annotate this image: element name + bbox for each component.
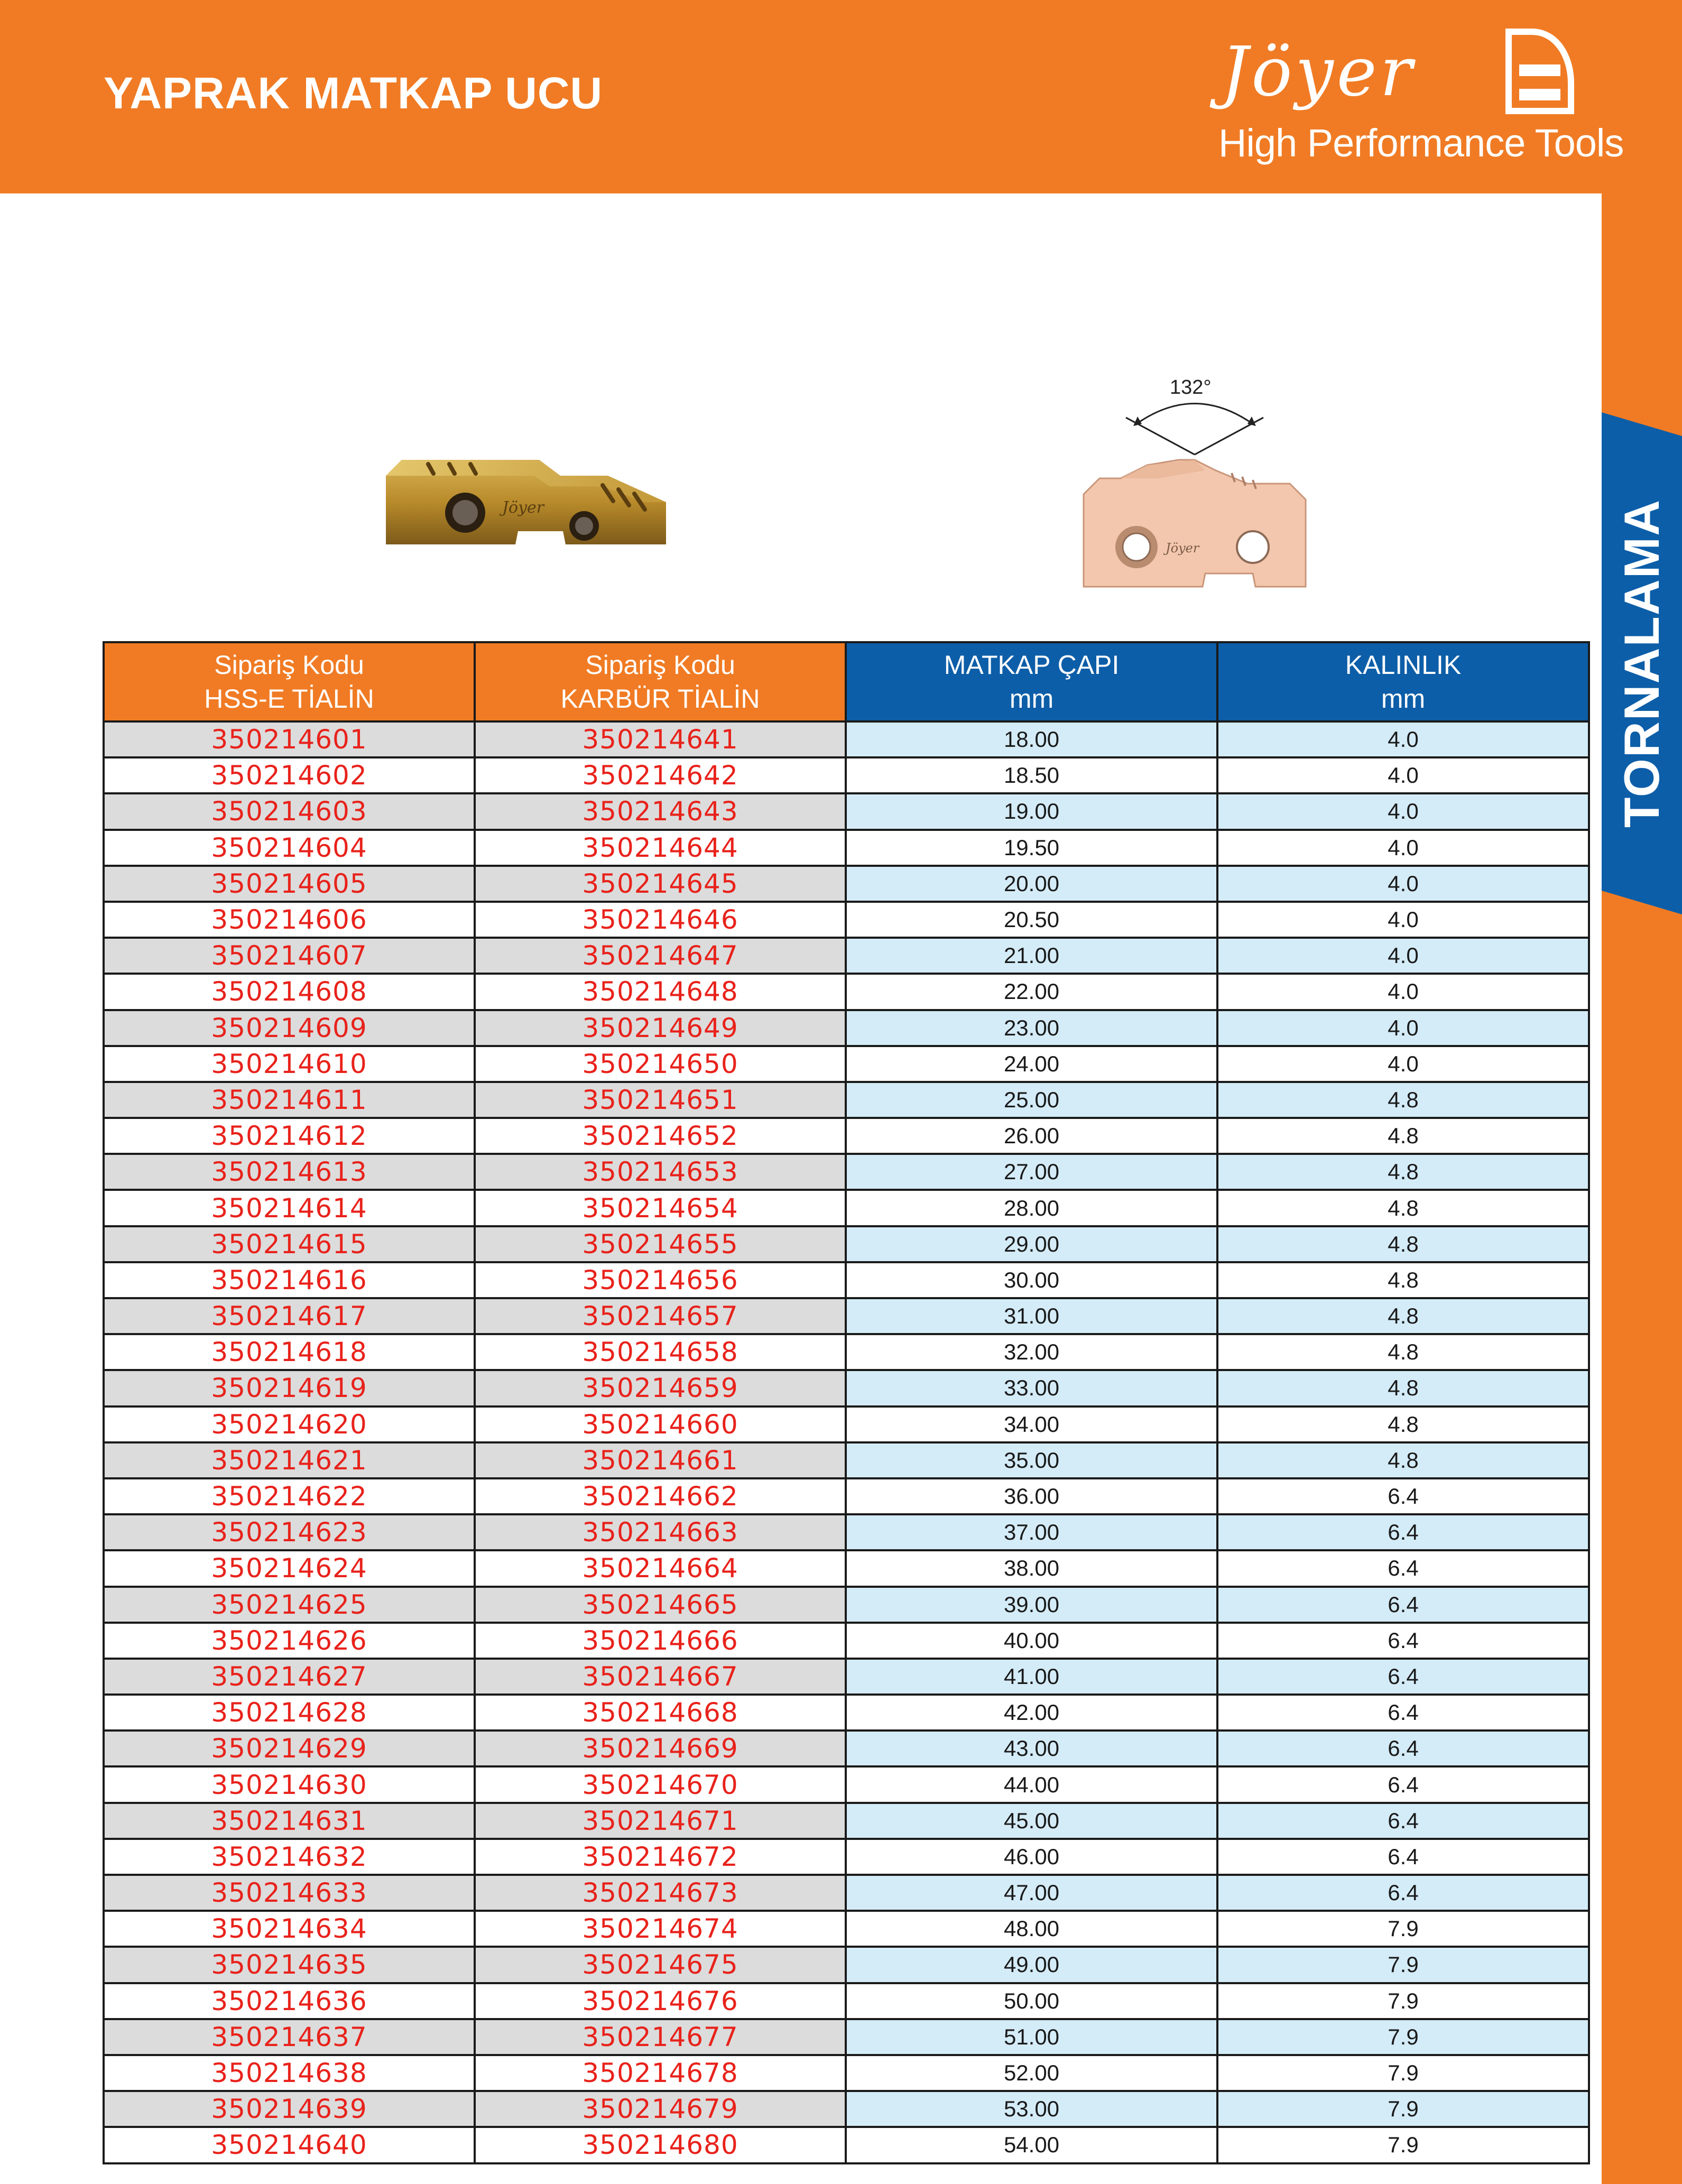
table-row [104,1442,1589,1478]
table-row [104,1046,1589,1082]
table-row [104,1911,1589,1947]
carbide-code-cell: 350214650 [475,1046,846,1082]
diameter-cell: 49.00 [846,1947,1217,1983]
hss-code-cell: 350214635 [104,1947,475,1983]
thickness-cell: 4.0 [1217,757,1589,793]
hss-code-cell: 350214607 [104,938,475,974]
table-row [104,1370,1589,1406]
thickness-cell: 4.0 [1217,938,1589,974]
thickness-cell: 4.8 [1217,1262,1589,1298]
diameter-cell: 30.00 [846,1262,1217,1298]
thickness-cell: 4.8 [1217,1370,1589,1406]
thickness-cell: 4.0 [1217,721,1589,757]
diameter-cell: 54.00 [846,2127,1217,2163]
carbide-code-cell: 350214673 [475,1875,846,1911]
table-row [104,1839,1589,1875]
hss-code-cell: 350214613 [104,1154,475,1190]
hss-code-cell: 350214602 [104,757,475,793]
carbide-code-cell: 350214655 [475,1226,846,1262]
hss-code-cell: 350214627 [104,1659,475,1695]
thickness-cell: 6.4 [1217,1623,1589,1659]
hss-code-cell: 350214634 [104,1911,475,1947]
header-drill-diameter-line1: MATKAP ÇAPI [944,650,1120,680]
spec-table [103,641,1590,2164]
hss-code-cell: 350214623 [104,1514,475,1550]
diameter-cell: 52.00 [846,2055,1217,2091]
thickness-cell: 4.0 [1217,902,1589,938]
diameter-cell: 34.00 [846,1406,1217,1442]
diameter-cell: 36.00 [846,1478,1217,1514]
table-row [104,793,1589,829]
diameter-cell: 47.00 [846,1875,1217,1911]
diameter-cell: 46.00 [846,1839,1217,1875]
diameter-cell: 43.00 [846,1730,1217,1766]
brand-logo-text: Jöyer [1221,33,1416,112]
thickness-cell: 7.9 [1217,2055,1589,2091]
svg-text:Jöyer: Jöyer [502,498,544,517]
diameter-cell: 22.00 [846,974,1217,1010]
table-row [104,1659,1589,1695]
carbide-code-cell: 350214666 [475,1623,846,1659]
header-carbide-code-line2: KARBÜR TİALİN [560,684,760,714]
table-row [104,866,1589,902]
carbide-code-cell: 350214665 [475,1587,846,1623]
diameter-cell: 18.00 [846,721,1217,757]
table-row [104,830,1589,866]
thickness-cell: 6.4 [1217,1514,1589,1550]
hss-code-cell: 350214625 [104,1587,475,1623]
carbide-code-cell: 350214648 [475,974,846,1010]
table-row [104,1587,1589,1623]
carbide-code-cell: 350214676 [475,1983,846,2019]
hss-code-cell: 350214618 [104,1334,475,1370]
hss-code-cell: 350214619 [104,1370,475,1406]
table-row [104,938,1589,974]
header-thickness-line1: KALINLIK [1345,650,1462,680]
thickness-cell: 4.8 [1217,1226,1589,1262]
diameter-cell: 32.00 [846,1334,1217,1370]
carbide-code-cell: 350214663 [475,1514,846,1550]
diameter-cell: 24.00 [846,1046,1217,1082]
hss-code-cell: 350214606 [104,902,475,938]
thickness-cell: 7.9 [1217,2127,1589,2163]
diameter-cell: 48.00 [846,1911,1217,1947]
table-row [104,1226,1589,1262]
table-row [104,1983,1589,2019]
hss-code-cell: 350214617 [104,1298,475,1334]
carbide-code-cell: 350214669 [475,1730,846,1766]
hss-code-cell: 350214633 [104,1875,475,1911]
hss-code-cell: 350214609 [104,1010,475,1046]
carbide-code-cell: 350214647 [475,938,846,974]
table-row [104,2019,1589,2055]
hss-code-cell: 350214622 [104,1478,475,1514]
diameter-cell: 53.00 [846,2091,1217,2127]
hss-code-cell: 350214636 [104,1983,475,2019]
carbide-code-cell: 350214642 [475,757,846,793]
diameter-cell: 38.00 [846,1550,1217,1586]
hss-code-cell: 350214637 [104,2019,475,2055]
thickness-cell: 6.4 [1217,1587,1589,1623]
thickness-cell: 7.9 [1217,1911,1589,1947]
section-label: TORNALAMA [1614,499,1669,828]
diameter-cell: 41.00 [846,1659,1217,1695]
header-hss-code-line2: HSS-E TİALİN [204,684,374,714]
thickness-cell: 6.4 [1217,1695,1589,1730]
carbide-code-cell: 350214641 [475,721,846,757]
hss-code-cell: 350214626 [104,1623,475,1659]
carbide-code-cell: 350214679 [475,2091,846,2127]
thickness-cell: 7.9 [1217,1983,1589,2019]
diameter-cell: 19.50 [846,830,1217,866]
thickness-cell: 4.8 [1217,1082,1589,1118]
diameter-cell: 20.50 [846,902,1217,938]
table-row [104,1766,1589,1802]
diameter-cell: 29.00 [846,1226,1217,1262]
table-row [104,1010,1589,1046]
table-row [104,974,1589,1010]
carbide-code-cell: 350214670 [475,1766,846,1802]
hss-code-cell: 350214601 [104,721,475,757]
table-row [104,1262,1589,1298]
hss-code-cell: 350214631 [104,1803,475,1839]
table-row [104,1406,1589,1442]
carbide-code-cell: 350214661 [475,1442,846,1478]
header-drill-diameter [846,642,1217,721]
thickness-cell: 4.0 [1217,866,1589,902]
thickness-cell: 6.4 [1217,1730,1589,1766]
carbide-code-cell: 350214660 [475,1406,846,1442]
table-row [104,2127,1589,2163]
table-row [104,1334,1589,1370]
hss-code-cell: 350214630 [104,1766,475,1802]
table-row [104,1695,1589,1730]
carbide-code-cell: 350214653 [475,1154,846,1190]
table-row [104,1478,1589,1514]
thickness-cell: 7.9 [1217,2019,1589,2055]
diameter-cell: 28.00 [846,1190,1217,1226]
header-hss-code-line1: Sipariş Kodu [214,650,364,680]
thickness-cell: 6.4 [1217,1766,1589,1802]
table-row [104,1550,1589,1586]
brand-tagline: High Performance Tools [1218,121,1624,165]
table-row [104,1623,1589,1659]
table-row [104,1298,1589,1334]
hss-code-cell: 350214629 [104,1730,475,1766]
page-title: YAPRAK MATKAP UCU [104,68,603,118]
carbide-code-cell: 350214671 [475,1803,846,1839]
thickness-cell: 7.9 [1217,1947,1589,1983]
carbide-code-cell: 350214659 [475,1370,846,1406]
hss-code-cell: 350214603 [104,793,475,829]
diameter-cell: 42.00 [846,1695,1217,1730]
table-row [104,2055,1589,2091]
thickness-cell: 4.8 [1217,1190,1589,1226]
hss-code-cell: 350214638 [104,2055,475,2091]
header-hss-code [104,642,475,721]
thickness-cell: 6.4 [1217,1839,1589,1875]
thickness-cell: 4.8 [1217,1154,1589,1190]
carbide-code-cell: 350214644 [475,830,846,866]
carbide-code-cell: 350214664 [475,1550,846,1586]
hss-code-cell: 350214628 [104,1695,475,1730]
product-diagram [1073,365,1316,597]
thickness-cell: 4.8 [1217,1298,1589,1334]
carbide-code-cell: 350214657 [475,1298,846,1334]
hss-code-cell: 350214639 [104,2091,475,2127]
header-carbide-code-line1: Sipariş Kodu [585,650,735,680]
hss-code-cell: 350214614 [104,1190,475,1226]
thickness-cell: 6.4 [1217,1478,1589,1514]
carbide-code-cell: 350214667 [475,1659,846,1695]
carbide-code-cell: 350214651 [475,1082,846,1118]
table-row [104,1118,1589,1154]
diameter-cell: 23.00 [846,1010,1217,1046]
brand-logo-icon [1501,26,1575,116]
diameter-cell: 26.00 [846,1118,1217,1154]
carbide-code-cell: 350214675 [475,1947,846,1983]
hss-code-cell: 350214610 [104,1046,475,1082]
hss-code-cell: 350214608 [104,974,475,1010]
diameter-cell: 25.00 [846,1082,1217,1118]
svg-text:Jöyer: Jöyer [1166,541,1199,556]
carbide-code-cell: 350214656 [475,1262,846,1298]
diameter-cell: 18.50 [846,757,1217,793]
carbide-code-cell: 350214646 [475,902,846,938]
thickness-cell: 4.0 [1217,974,1589,1010]
diameter-cell: 40.00 [846,1623,1217,1659]
thickness-cell: 6.4 [1217,1659,1589,1695]
header-thickness [1217,642,1589,721]
diameter-cell: 50.00 [846,1983,1217,2019]
thickness-cell: 4.0 [1217,830,1589,866]
hss-code-cell: 350214640 [104,2127,475,2163]
diameter-cell: 31.00 [846,1298,1217,1334]
thickness-cell: 6.4 [1217,1875,1589,1911]
page-header [0,0,1682,193]
carbide-code-cell: 350214674 [475,1911,846,1947]
hss-code-cell: 350214612 [104,1118,475,1154]
diameter-cell: 19.00 [846,793,1217,829]
thickness-cell: 4.0 [1217,1046,1589,1082]
thickness-cell: 4.8 [1217,1118,1589,1154]
product-photo [381,439,677,560]
table-row [104,2091,1589,2127]
thickness-cell: 7.9 [1217,2091,1589,2127]
diameter-cell: 33.00 [846,1370,1217,1406]
header-carbide-code [475,642,846,721]
carbide-code-cell: 350214643 [475,793,846,829]
table-row [104,1154,1589,1190]
hss-code-cell: 350214604 [104,830,475,866]
hss-code-cell: 350214624 [104,1550,475,1586]
hss-code-cell: 350214605 [104,866,475,902]
carbide-code-cell: 350214652 [475,1118,846,1154]
hss-code-cell: 350214632 [104,1839,475,1875]
table-row [104,1947,1589,1983]
table-row [104,1082,1589,1118]
thickness-cell: 4.8 [1217,1406,1589,1442]
table-row [104,902,1589,938]
table-row [104,1514,1589,1550]
diameter-cell: 20.00 [846,866,1217,902]
thickness-cell: 4.0 [1217,1010,1589,1046]
carbide-code-cell: 350214680 [475,2127,846,2163]
carbide-code-cell: 350214645 [475,866,846,902]
table-row [104,721,1589,757]
table-row [104,1190,1589,1226]
diameter-cell: 44.00 [846,1766,1217,1802]
diameter-cell: 39.00 [846,1587,1217,1623]
carbide-code-cell: 350214672 [475,1839,846,1875]
carbide-code-cell: 350214658 [475,1334,846,1370]
table-row [104,1803,1589,1839]
thickness-cell: 4.8 [1217,1442,1589,1478]
carbide-code-cell: 350214678 [475,2055,846,2091]
hss-code-cell: 350214621 [104,1442,475,1478]
diameter-cell: 35.00 [846,1442,1217,1478]
diameter-cell: 51.00 [846,2019,1217,2055]
carbide-code-cell: 350214668 [475,1695,846,1730]
diameter-cell: 37.00 [846,1514,1217,1550]
hss-code-cell: 350214611 [104,1082,475,1118]
hss-code-cell: 350214620 [104,1406,475,1442]
table-row [104,757,1589,793]
thickness-cell: 6.4 [1217,1550,1589,1586]
diameter-cell: 45.00 [846,1803,1217,1839]
carbide-code-cell: 350214649 [475,1010,846,1046]
carbide-code-cell: 350214662 [475,1478,846,1514]
header-drill-diameter-line2: mm [1009,684,1054,714]
diameter-cell: 21.00 [846,938,1217,974]
table-row [104,1730,1589,1766]
thickness-cell: 6.4 [1217,1803,1589,1839]
diameter-cell: 27.00 [846,1154,1217,1190]
angle-label: 132° [1170,376,1212,399]
thickness-cell: 4.8 [1217,1334,1589,1370]
table-row [104,1875,1589,1911]
thickness-cell: 4.0 [1217,793,1589,829]
carbide-code-cell: 350214654 [475,1190,846,1226]
hss-code-cell: 350214616 [104,1262,475,1298]
carbide-code-cell: 350214677 [475,2019,846,2055]
header-thickness-line2: mm [1381,684,1426,714]
hss-code-cell: 350214615 [104,1226,475,1262]
table-header-row [104,642,1589,721]
